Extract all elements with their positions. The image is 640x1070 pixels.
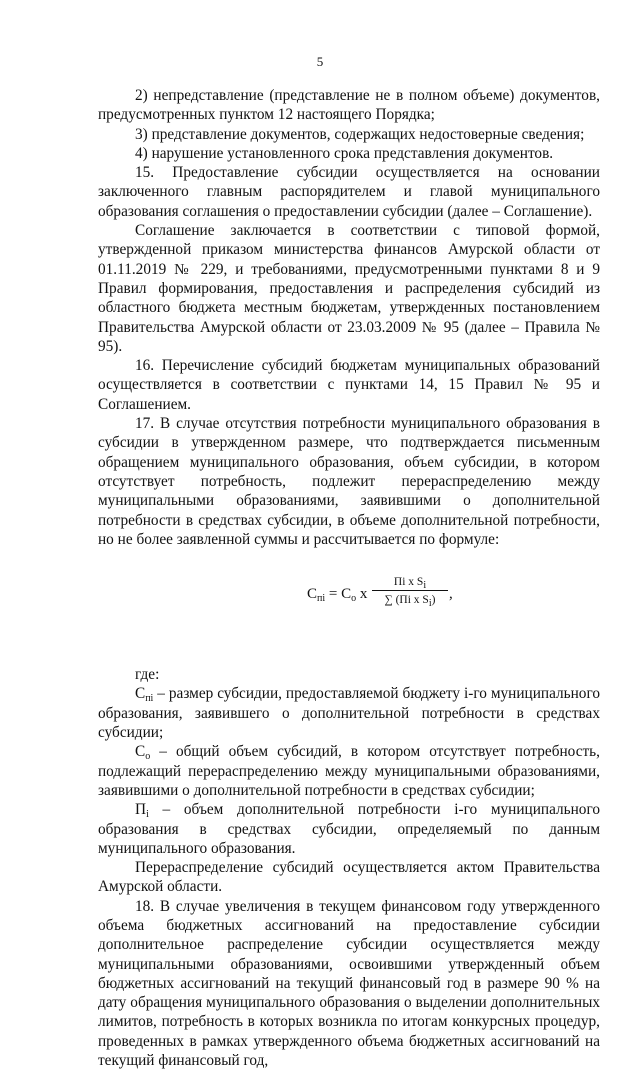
definition-cpi: $C_{пi}$ – размер субсидии, предоставляемой бюджету i-го муниципального образования, заявившего о дополнительной потребности в средствах субсидии; — [98, 685, 600, 742]
paragraph-item-2: 2) непредставление (представление не в полном объеме) документов, предусмотренных пунктом 12 настоящего Порядка; — [98, 87, 600, 124]
formula-fraction — [372, 575, 448, 610]
formula-lhs: $C_{пi} = C_о$ x — [307, 586, 368, 605]
paragraph-clause-16: 16. Перечисление субсидий бюджетам муниципальных образований осуществляется в соответствии с пунктами 14, 15 Правил № 95 и Соглашением. — [98, 357, 600, 413]
formula-comma: , — [449, 586, 453, 603]
where-label: где: — [135, 666, 160, 684]
paragraph-clause-15: 15. Предоставление субсидии осуществляется на основании заключенного главным распорядителем и главой муниципального образования соглашения о предоставлении субсидии (далее – Соглашение). — [98, 164, 600, 220]
page-number: 5 — [316, 54, 324, 69]
paragraph-clause-18: 18. В случае увеличения в текущем финансовом году утвержденного объема бюджетных ассигнований на предоставление субсидии дополнительное распределение субсидии осуществляется между муниципальными образованиями, освоившими утвержденный объем бюджетных ассигнований на текущий финансовый год в размере 90 % на дату обращения муниципального образования о выделении дополнительных лимитов, потребность в которых возникла по итогам конкурсных процедур, проведенных в рамках утвержденного объема бюджетных ассигнований на текущий финансовый год, — [98, 897, 600, 1070]
paragraph-redistribution: Перераспределение субсидий осуществляется актом Правительства Амурской области. — [98, 859, 600, 896]
document-body — [98, 86, 600, 1070]
definition-co: $C_о$ – общий объем субсидий, в котором отсутствует потребность, подлежащий перераспределению между муниципальными образованиями, заявившими о дополнительной потребности в средствах субсидии; — [98, 743, 600, 799]
definition-pi: $П_i$ – объем дополнительной потребности i-го муниципального образования в средствах субсидии, определяемый по данным муниципального образования. — [98, 801, 600, 857]
paragraph-item-3: 3) представление документов, содержащих недостоверные сведения; — [135, 125, 585, 143]
fraction-bar — [372, 590, 448, 591]
subsidy-formula — [98, 565, 600, 631]
paragraph-item-4: 4) нарушение установленного срока представления документов. — [135, 144, 554, 162]
formula-denominator: ∑ (Пi x $S_i$) — [384, 594, 436, 610]
paragraph-agreement: Соглашение заключается в соответствии с типовой формой, утвержденной приказом министерства финансов Амурской области от 01.11.2019 № 229, и требованиями, предусмотренными пунктами 8 и 9 Правил формирования, предоставления и распределения субсидий из областного бюджета местным бюджетам, утвержденных постановлением Правительства Амурской области от 23.03.2009 № 95 (далее – Правила № 95). — [98, 222, 600, 355]
formula-numerator: Пi x $S_i$ — [393, 576, 427, 592]
paragraph-clause-17: 17. В случае отсутствия потребности муниципального образования в субсидии в утвержденном размере, что подтверждается письменным обращением муниципального образования, объем субсидии, в котором отсутствует потребность, подлежит перераспределению между муниципальными образованиями, заявившими о дополнительной потребности в средствах субсидии, в объеме дополнительной потребности, но не более заявленной суммы и рассчитывается по формуле: — [98, 415, 600, 548]
